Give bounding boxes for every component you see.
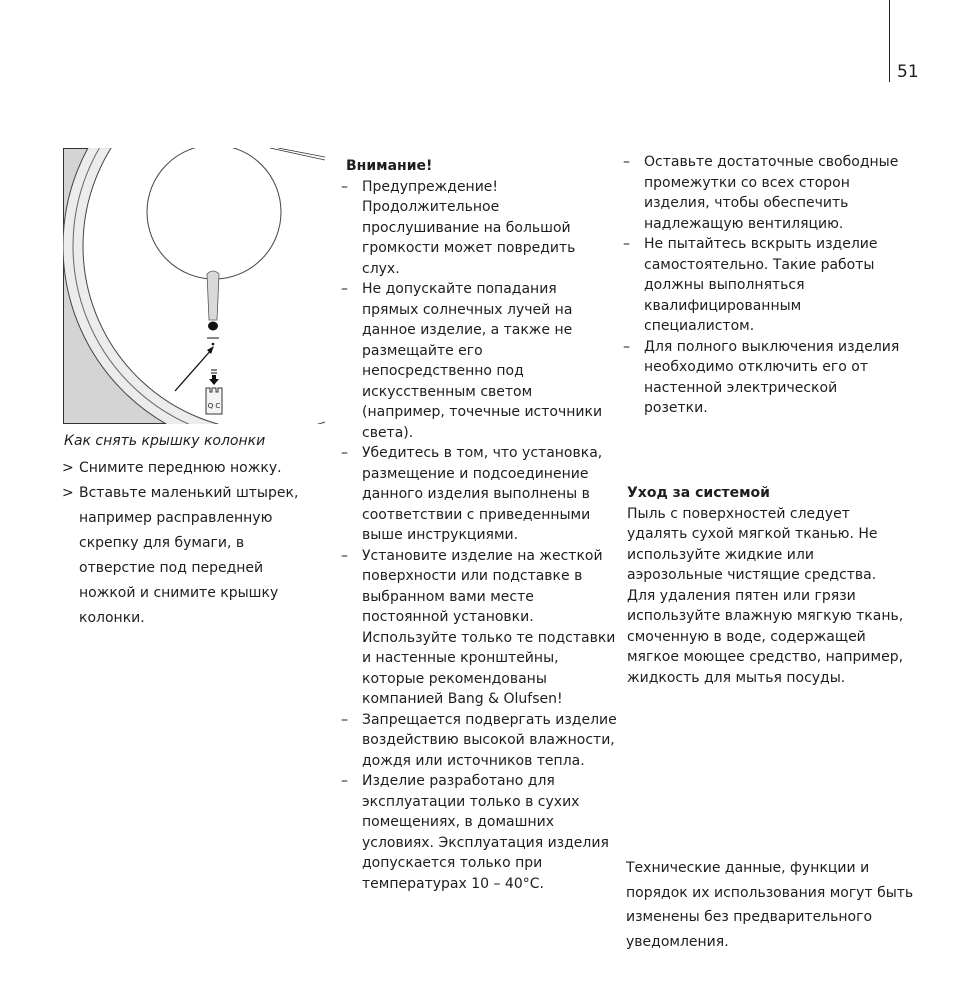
warning-item	[341, 443, 617, 546]
connector-label: Q C	[207, 402, 221, 410]
dash-marker: –	[341, 773, 348, 789]
dash-marker: –	[341, 178, 348, 195]
warning-text: Установите изделие на жесткой поверхности или подставке в выбранном вами месте постоянной установки. Используйте только те подставки и настенные кронштейны, которые рекомендованы компанией Bang & Olufsen!	[362, 547, 616, 707]
step-item	[62, 481, 324, 631]
care-section	[627, 483, 907, 688]
warning-item	[341, 546, 617, 710]
page-number: 51	[897, 62, 919, 82]
page-number-rule	[889, 0, 890, 82]
dash-marker: –	[341, 445, 348, 461]
step-text: Снимите переднюю ножку.	[79, 460, 282, 476]
dash-marker: –	[341, 547, 348, 564]
care-text: Пыль с поверхностей следует удалять сухой мягкой тканью. Не используйте жидкие или аэрозольные чистящие средства. Для удаления пятен или грязи используйте влажную мягкую ткань, смоченную в воде, содержащей мягкое моющее средство, например, жидкость для мытья посуды.	[627, 505, 904, 686]
dash-marker: –	[341, 711, 348, 728]
warning-item	[623, 337, 903, 419]
warning-item	[341, 177, 617, 280]
dash-marker: –	[623, 338, 630, 355]
connector-tab	[206, 388, 222, 414]
warning-text: Изделие разработано для эксплуатации только в сухих помещениях, в домашних условиях. Эксплуатация изделия допускается только при температурах 10 – 40°C.	[362, 773, 609, 892]
step-text: Вставьте маленький штырек, например расправленную скрепку для бумаги, в отверстие под передней ножкой и снимите крышку колонки.	[79, 485, 299, 626]
warning-text: Не пытайтесь вскрыть изделие самостоятельно. Такие работы должны выполняться квалифицированным специалистом.	[644, 236, 878, 334]
warning-item	[341, 279, 617, 443]
warning-item	[623, 234, 903, 337]
warnings-column-left	[341, 156, 617, 894]
dash-marker: –	[623, 236, 630, 252]
warning-text: Запрещается подвергать изделие воздействию высокой влажности, дождя или источников тепла.	[362, 711, 617, 769]
warning-text: Предупреждение! Продолжительное прослушивание на большой громкости может повредить слух.	[362, 178, 576, 277]
warning-text: Не допускайте попадания прямых солнечных лучей на данное изделие, а также не размещайте его непосредственно под искусственным светом (например, точечные источники света).	[362, 281, 603, 441]
step-marker: >	[62, 485, 74, 501]
warning-text: Убедитесь в том, что установка, размещение и подсоединение данного изделия выполнены в соответствии с приведенными выше инструкциями.	[362, 445, 603, 543]
figure-caption: Как снять крышку колонки	[64, 433, 266, 449]
warning-text: Оставьте достаточные свободные промежутки со всех сторон изделия, чтобы обеспечить надлежащую вентиляцию.	[644, 154, 899, 232]
warnings-heading: Внимание!	[346, 158, 433, 174]
warning-text: Для полного выключения изделия необходимо отключить его от настенной электрической розетки.	[644, 338, 900, 416]
dash-marker: –	[623, 154, 630, 170]
step-item	[62, 456, 324, 481]
speaker-driver-circle	[147, 148, 281, 279]
cover-removal-steps	[62, 456, 324, 631]
change-notice: Технические данные, функции и порядок их использования могут быть изменены без предварительного уведомления.	[626, 860, 914, 950]
dash-marker: –	[341, 281, 348, 297]
step-marker: >	[62, 460, 74, 476]
care-heading: Уход за системой	[627, 485, 770, 501]
warnings-column-right	[623, 152, 903, 419]
warning-item	[341, 771, 617, 894]
speaker-cover-illustration	[63, 148, 325, 424]
front-foot-shape	[207, 271, 219, 320]
warning-item	[341, 710, 617, 772]
pin-hole	[208, 322, 218, 331]
warning-item	[623, 152, 903, 234]
